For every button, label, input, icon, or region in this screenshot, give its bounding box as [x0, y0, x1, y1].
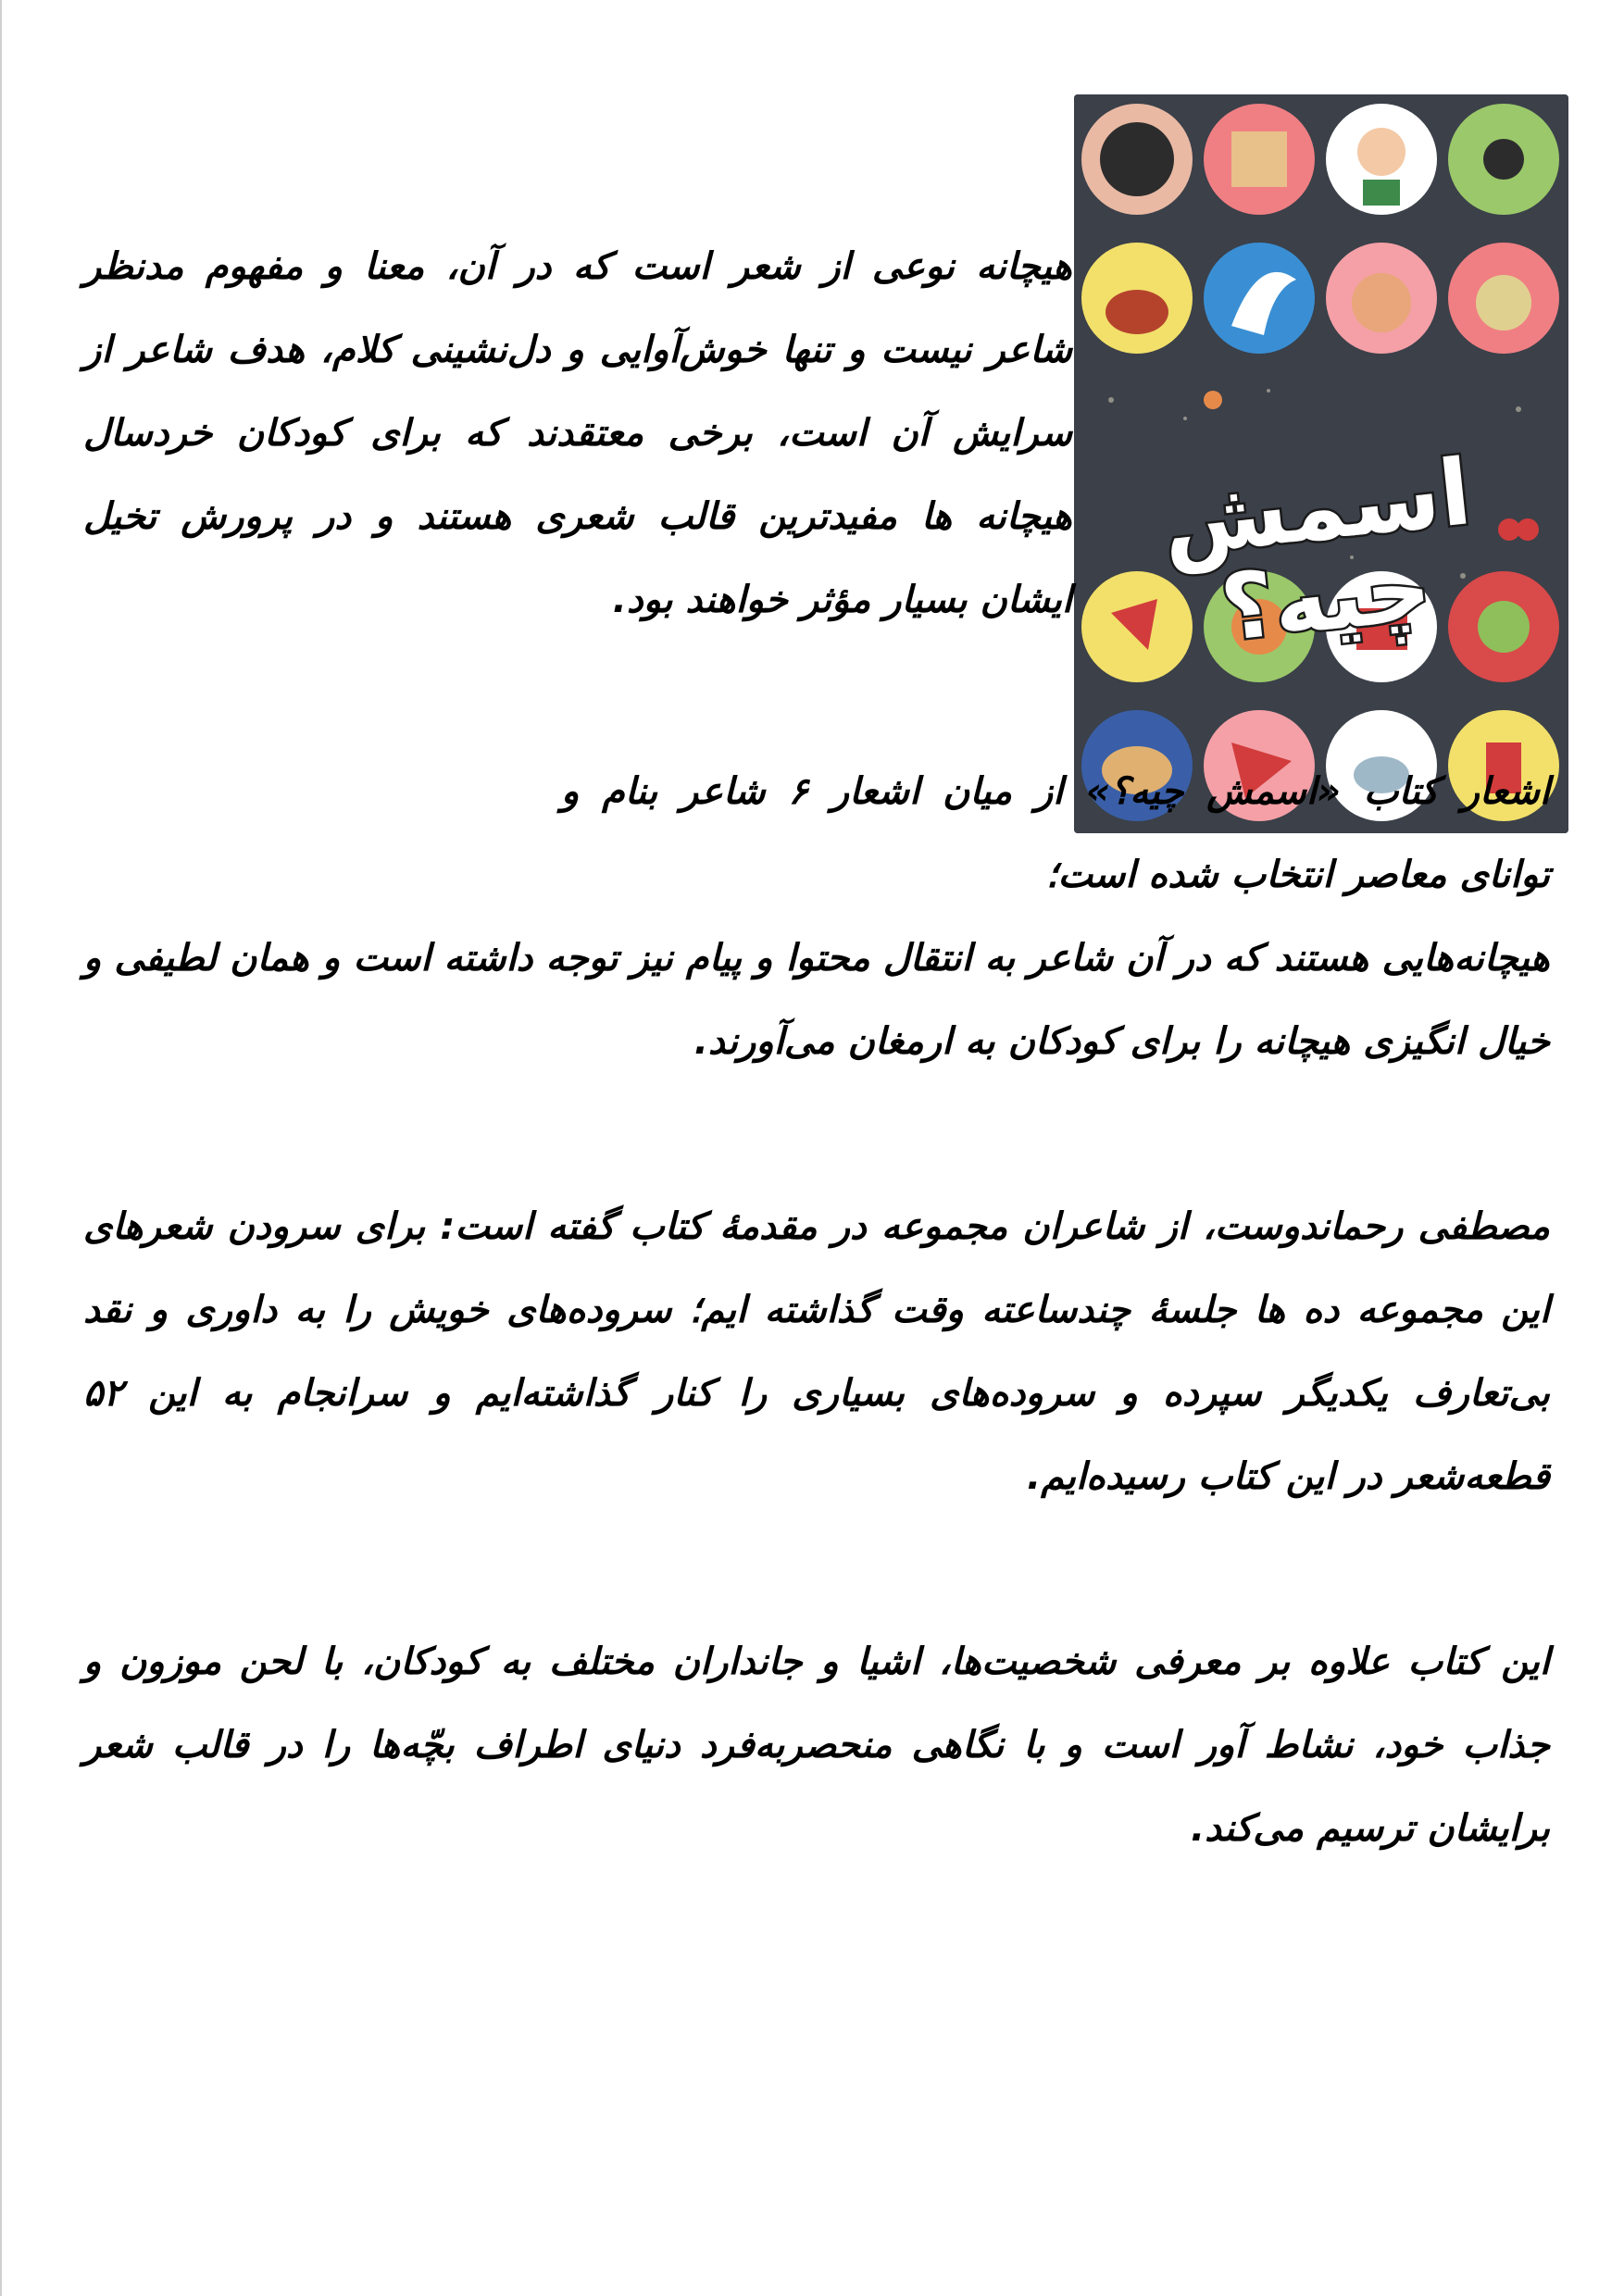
paragraph-book-summary: این کتاب علاوه بر معرفی شخصیت‌ها، اشیا و جانداران مختلف به کودکان، با لحن موزون و جذاب خود، نشاط آور است و با نگاهی منحصربه‌فرد دنیای اطراف بچّه‌ها را در قالب شعر برایشان ترسیم می‌کند.	[83, 1641, 1550, 1850]
paragraph-intro: هیچانه نوعی از شعر است که در آن، معنا و مفهوم مدنظر شاعر نیست و تنها خوش‌آوایی و دل‌نشینی کلام، هدف شاعر از سرایش آن است، برخی معتقدند که برای کودکان خردسال هیچانه ها مفیدترین قالب شعری هستند و در پرورش تخیل ایشان بسیار مؤثر خواهند بود.	[83, 245, 1072, 621]
paragraph-poems-description: هیچانه‌هایی هستند که در آن شاعر به انتقال محتوا و پیام نیز توجه داشته است و همان لطیفی و خیال انگیزی هیچانه را برای کودکان به ارمغان می‌آورند.	[83, 937, 1551, 1063]
paragraph-book-poems-block	[83, 750, 1550, 1083]
paragraph-book-poems: اشعار کتاب «اسمش چیه؟» از میان اشعار ۶ شاعر بنام و توانای معاصر انتخاب شده است؛	[561, 770, 1551, 896]
book-cover-image	[1074, 94, 1568, 833]
page-edge	[0, 0, 2, 2296]
book-cover-title: اسمش چیه؟	[1156, 440, 1477, 663]
paragraph-poet-quote: مصطفی رحماندوست، از شاعران مجموعه در مقدمهٔ کتاب گفته است: برای سرودن شعرهای این مجموعه ده ها جلسهٔ چندساعته وقت گذاشته ایم؛ سروده‌های خویش را به داوری و نقد بی‌تعارف یکدیگر سپرده و سروده‌های بسیاری را کنار گذاشته‌ایم و سرانجام به این ۵۲ قطعه‌شعر در این کتاب رسیده‌ایم.	[83, 1205, 1550, 1498]
